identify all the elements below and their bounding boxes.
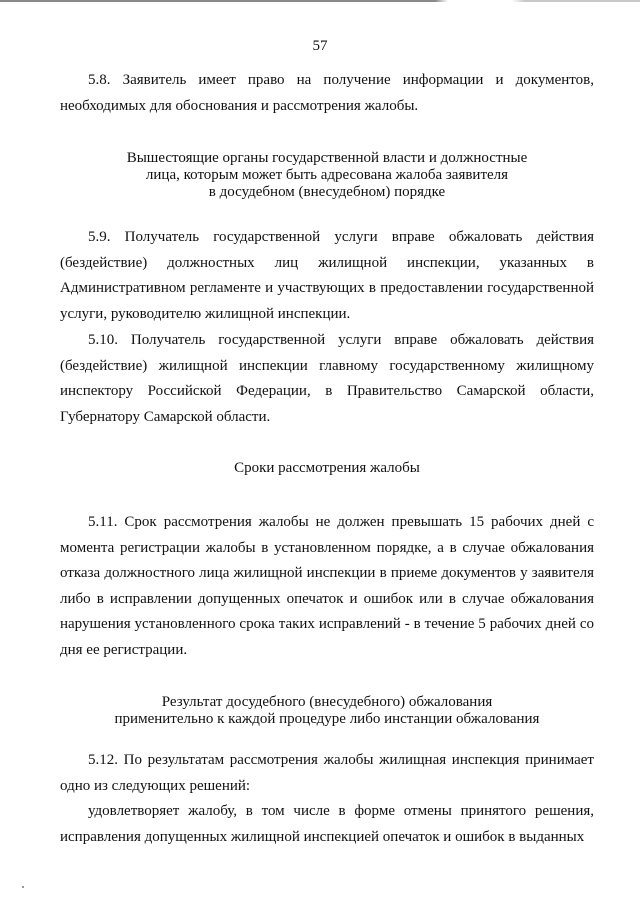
heading-line: применительно к каждой процедуре либо инстанции обжалования <box>114 711 540 727</box>
paragraph-5-12: 5.12. По результатам рассмотрения жалобы жилищная инспекция принимает одно из следующих решений: <box>60 752 594 794</box>
heading-line: Результат досудебного (внесудебного) обжалования <box>161 694 493 710</box>
page-top-edge <box>0 0 640 2</box>
section-heading-review-deadlines <box>60 460 594 477</box>
section-heading-higher-authorities <box>60 150 594 201</box>
paragraph-5-11: 5.11. Срок рассмотрения жалобы не должен превышать 15 рабочих дней с момента регистрации жалобы в установленном порядке, а в случае обжалования отказа должностного лица жилищной инспекции в приеме документов у заявителя либо в исправлении допущенных опечаток и ошибок или в случае обжалования нарушения установленного срока таких исправлений - в течение 5 рабочих дней со дня ее регистрации. <box>60 514 594 658</box>
paragraph-5-8: 5.8. Заявитель имеет право на получение информации и документов, необходимых для обоснования и рассмотрения жалобы. <box>60 72 594 114</box>
heading-line: лица, которым может быть адресована жалоба заявителя <box>145 167 509 183</box>
page-number: 57 <box>312 38 328 54</box>
heading-line: в досудебном (внесудебном) порядке <box>208 184 446 200</box>
paragraph-satisfies-complaint: удовлетворяет жалобу, в том числе в форме отмены принятого решения, исправления допущенных жилищной инспекцией опечаток и ошибок в выданных <box>60 803 594 845</box>
paragraph-5-10: 5.10. Получатель государственной услуги вправе обжаловать действия (бездействие) жилищной инспекции главному государственному жилищному инспектору Российской Федерации, в Правительство Самарской области, Губернатору Самарской области. <box>60 332 594 425</box>
paragraph-5-9: 5.9. Получатель государственной услуги вправе обжаловать действия (бездействие) должностных лиц жилищной инспекции, указанных в Административном регламенте и участвующих в предоставлении государственной услуги, руководителю жилищной инспекции. <box>60 229 594 322</box>
heading-line: Сроки рассмотрения жалобы <box>234 460 420 476</box>
heading-line: Вышестоящие органы государственной власти и должностные <box>126 150 528 166</box>
section-heading-appeal-result <box>60 694 594 728</box>
scan-speck <box>22 886 24 888</box>
